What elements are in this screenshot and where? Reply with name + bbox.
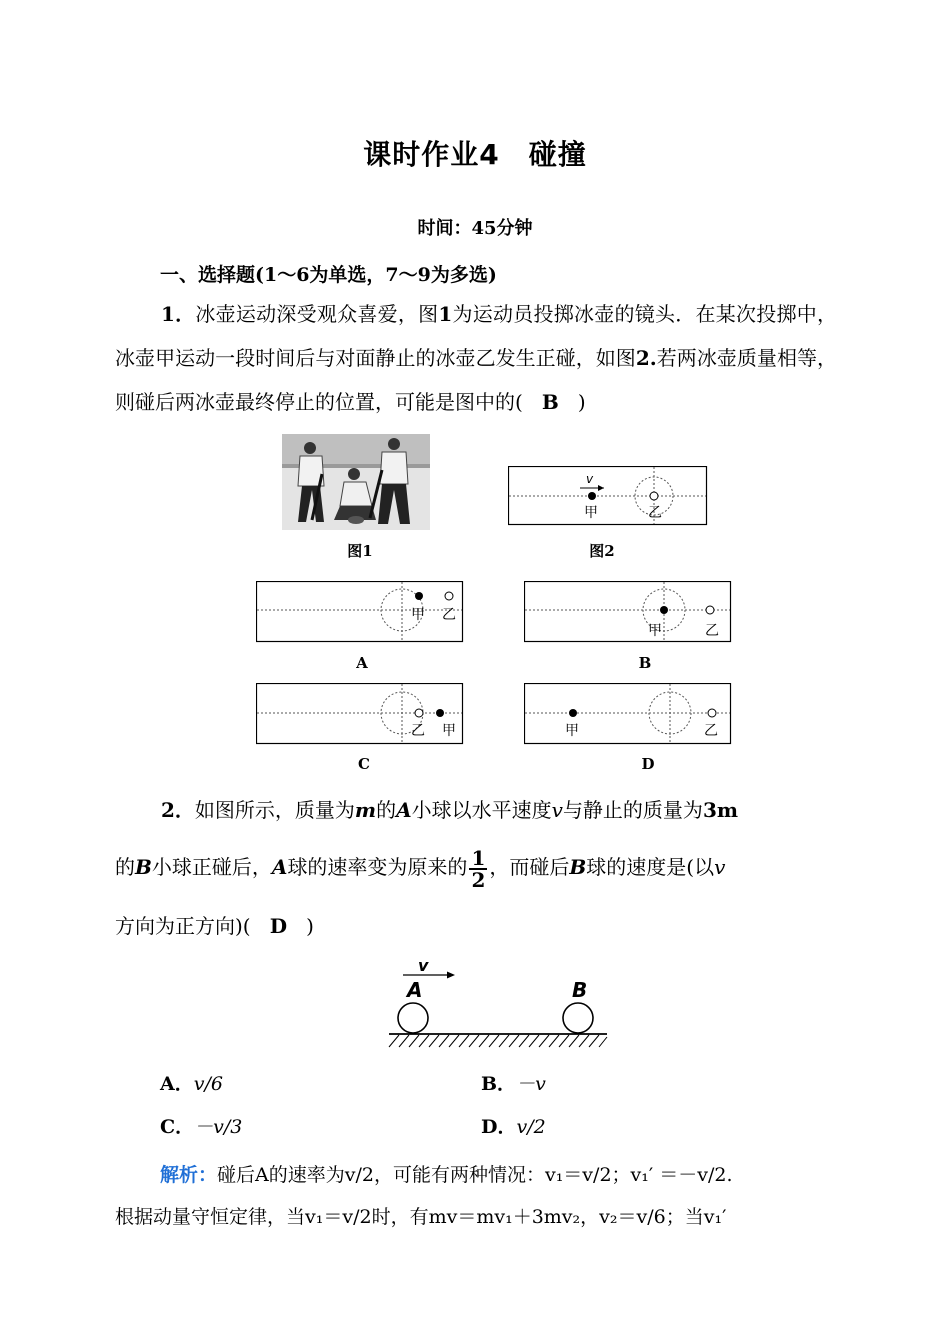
option-d-diagram — [524, 683, 732, 745]
svg-text:乙: 乙 — [704, 723, 718, 739]
svg-text:乙: 乙 — [442, 607, 456, 623]
page-title: 课时作业4 碰撞 — [363, 138, 587, 171]
svg-text:乙: 乙 — [705, 623, 719, 639]
ball-b — [563, 1003, 593, 1033]
option-b-diagram — [524, 581, 732, 643]
stone-yi — [415, 709, 423, 717]
stone-yi — [706, 606, 714, 614]
velocity-label: v — [586, 472, 594, 486]
q1-number: 1． — [161, 302, 196, 326]
option-a-diagram — [256, 581, 464, 643]
svg-text:甲: 甲 — [565, 723, 579, 739]
solution-line-2: 根据动量守恒定律，当v₁＝v/2时，有mv＝mv₁＋3mv₂，v₂＝v/6；当v₁′ — [115, 1206, 727, 1228]
svg-text:甲: 甲 — [411, 607, 425, 623]
option-c-diagram — [256, 683, 464, 745]
stone-yi — [445, 592, 453, 600]
svg-text:甲: 甲 — [442, 723, 456, 739]
svg-text:甲: 甲 — [648, 623, 662, 639]
fig2-caption: 图2 — [589, 542, 615, 560]
stone-jia — [569, 709, 577, 717]
question-2: 2．如图所示，质量为m的A小球以水平速度v与静止的质量为3m — [161, 798, 739, 822]
option-c-label: C — [358, 755, 370, 773]
q2-option-a: A．v/6 — [160, 1073, 223, 1095]
q2-answer: D — [269, 914, 288, 938]
option-b-label: B — [638, 654, 652, 672]
q1-answer: B — [541, 390, 559, 414]
section-heading: 一、选择题(1～6为单选，7～9为多选) — [160, 264, 497, 286]
label-jia: 甲 — [584, 505, 598, 521]
ground-hatching — [389, 1035, 607, 1047]
stone-yi — [708, 709, 716, 717]
fig2-diagram — [508, 466, 708, 526]
question-2-line-2: 的B小球正碰后，A球的速率变为原来的 $\frac{1}{2}$ ，而碰后B球的速度是(以v — [115, 845, 726, 892]
q2-option-c: C．－v/3 — [160, 1116, 243, 1138]
option-a-label: A — [356, 654, 368, 672]
stone-jia — [588, 492, 596, 500]
q2-number: 2． — [161, 798, 195, 822]
q2-option-b: B．－v — [481, 1073, 546, 1095]
label-yi: 乙 — [648, 505, 662, 521]
stone-jia — [436, 709, 444, 717]
q2-option-d: D．v/2 — [481, 1116, 546, 1138]
ball-a — [398, 1003, 428, 1033]
stone-jia — [415, 592, 423, 600]
stone-yi — [650, 492, 658, 500]
time-limit: 时间：45分钟 — [417, 218, 533, 239]
solution-label: 解析： — [160, 1164, 218, 1186]
fraction-one-half: $\frac{1}{2}$ — [471, 845, 486, 892]
option-d-label: D — [641, 755, 655, 773]
question-2-line-3: 方向为正方向)( D ) — [115, 914, 314, 938]
stone-jia — [660, 606, 668, 614]
ball-b-label: B — [572, 978, 588, 1002]
svg-text:乙: 乙 — [411, 723, 425, 739]
q2-diagram — [385, 953, 610, 1051]
fig1-caption: 图1 — [347, 542, 373, 560]
velocity-label: v — [418, 956, 429, 975]
question-1: 1．冰壶运动深受观众喜爱，图1为运动员投掷冰壶的镜头．在某次投掷中，冰壶甲运动一段时间后与对面静止的冰壶乙发生正碰，如图2.若两冰壶质量相等，则碰后两冰壶最终停止的位置，可能是图中的( B ) — [115, 302, 838, 414]
curling-photo — [282, 434, 430, 530]
solution-line-1: 解析：碰后A的速率为v/2，可能有两种情况：v₁＝v/2；v₁′ ＝－v/2. — [160, 1164, 733, 1186]
ball-a-label: A — [407, 978, 423, 1002]
